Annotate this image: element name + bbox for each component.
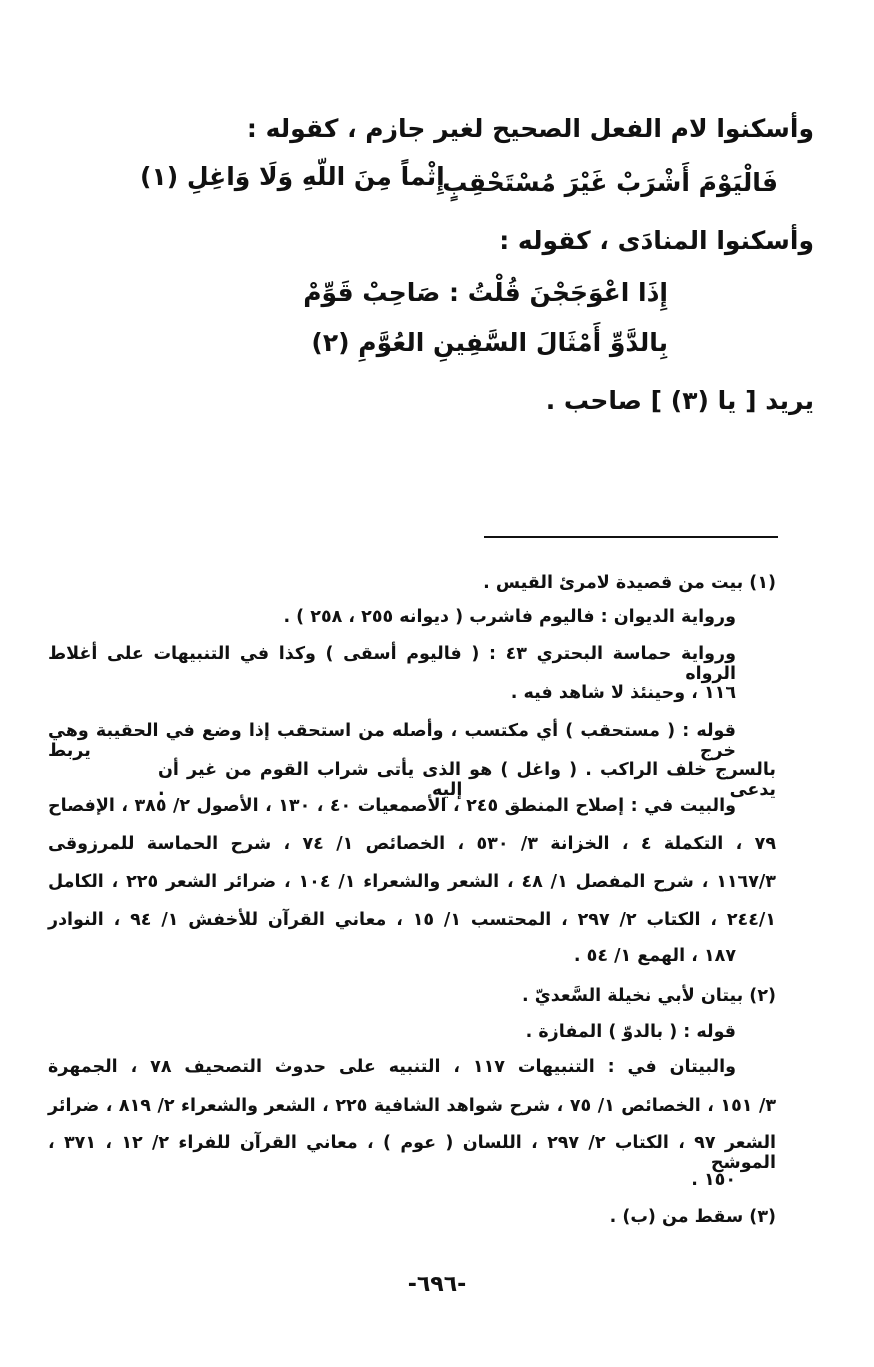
text-line-1: وأسكنوا لام الفعل الصحيح لغير جازم ، كقوله : — [246, 114, 814, 143]
footnote-line: بالسرج خلف الراكب . ( واغل ) هو الذى يأتى شراب القوم من غير أن يدعى إليه . — [158, 760, 776, 800]
footnote-line: ٧٩ ، التكملة ٤ ، الخزانة ٣/ ٥٣٠ ، الخصائص ١/ ٧٤ ، شرح الحماسة للمرزوقى — [48, 834, 777, 854]
footnote-line: والبيتان في : التنبيهات ١١٧ ، التنبيه على حدوث التصحيف ٧٨ ، الجمهرة — [48, 1057, 736, 1077]
footnote-line: ورواية حماسة البحتري ٤٣ : ( فاليوم أسقى ) وكذا في التنبيهات على أغلاط الرواه — [48, 644, 736, 684]
footnote-2-heading: (٢) بيتان لأبي نخيلة السَّعديّ . — [522, 986, 776, 1006]
footnote-line: ٢٤٤/١ ، الكتاب ٢/ ٢٩٧ ، المحتسب ١/ ١٥ ، معاني القرآن للأخفش ١/ ٩٤ ، النوادر — [48, 910, 776, 930]
footnote-3-heading: (٣) سقط من (ب) . — [609, 1207, 776, 1227]
footnote-line: ١١٦٧/٣ ، شرح المفصل ١/ ٤٨ ، الشعر والشعراء ١/ ١٠٤ ، ضرائر الشعر ٢٢٥ ، الكامل — [48, 872, 776, 892]
verse-2: إِذَا اعْوَجَجْنَ قُلْتُ : صَاحِبْ قَوِّمْ — [303, 278, 668, 307]
footnote-line: قوله : ( بالدوّ ) المفازة . — [525, 1022, 736, 1042]
footnote-separator — [484, 536, 778, 538]
footnote-line: ورواية الديوان : فاليوم فاشرب ( ديوانه ٢٥٥ ، ٢٥٨ ) . — [283, 607, 736, 627]
verse-3: بِالدَّوِّ أَمْثَالَ السَّفِينِ العُوَّمِ (٢) — [311, 328, 668, 357]
footnote-line: ١٨٧ ، الهمع ١/ ٥٤ . — [573, 946, 736, 966]
footnote-line: ١١٦ ، وحينئذ لا شاهد فيه . — [510, 683, 736, 703]
footnote-1-heading: (١) بيت من قصيدة لامرئ القيس . — [483, 573, 776, 593]
footnote-line: ١٥٠ . — [691, 1170, 736, 1190]
footnote-line: ٣/ ١٥١ ، الخصائص ١/ ٧٥ ، شرح شواهد الشافية ٢٢٥ ، الشعر والشعراء ٢/ ٨١٩ ، ضرائر — [48, 1096, 777, 1116]
page-number: -٦٩٦- — [407, 1272, 467, 1297]
footnote-line: والبيت في : إصلاح المنطق ٢٤٥ ، الأصمعيات ٤٠ ، ١٣٠ ، الأصول ٢/ ٣٨٥ ، الإفصاح — [48, 796, 736, 816]
verse-1-second-hemistich: إِثْماً مِنَ اللّهِ وَلَا وَاغِلِ (١) — [140, 162, 445, 191]
text-line-3: يريد [ يا (٣) ] صاحب . — [545, 386, 814, 415]
text-line-2: وأسكنوا المنادَى ، كقوله : — [499, 226, 814, 255]
footnote-line: قوله : ( مستحقب ) أي مكتسب ، وأصله من استحقب إذا وضع في الحقيبة وهي خرج يربط — [48, 721, 736, 761]
verse-1-first-hemistich: فَالْيَوْمَ أَشْرَبْ غَيْرَ مُسْتَحْقِبٍ — [442, 168, 778, 197]
footnote-line: الشعر ٩٧ ، الكتاب ٢/ ٢٩٧ ، اللسان ( عوم ) ، معاني القرآن للفراء ٢/ ١٢ ، ٣٧١ ، الموشح — [48, 1133, 777, 1173]
